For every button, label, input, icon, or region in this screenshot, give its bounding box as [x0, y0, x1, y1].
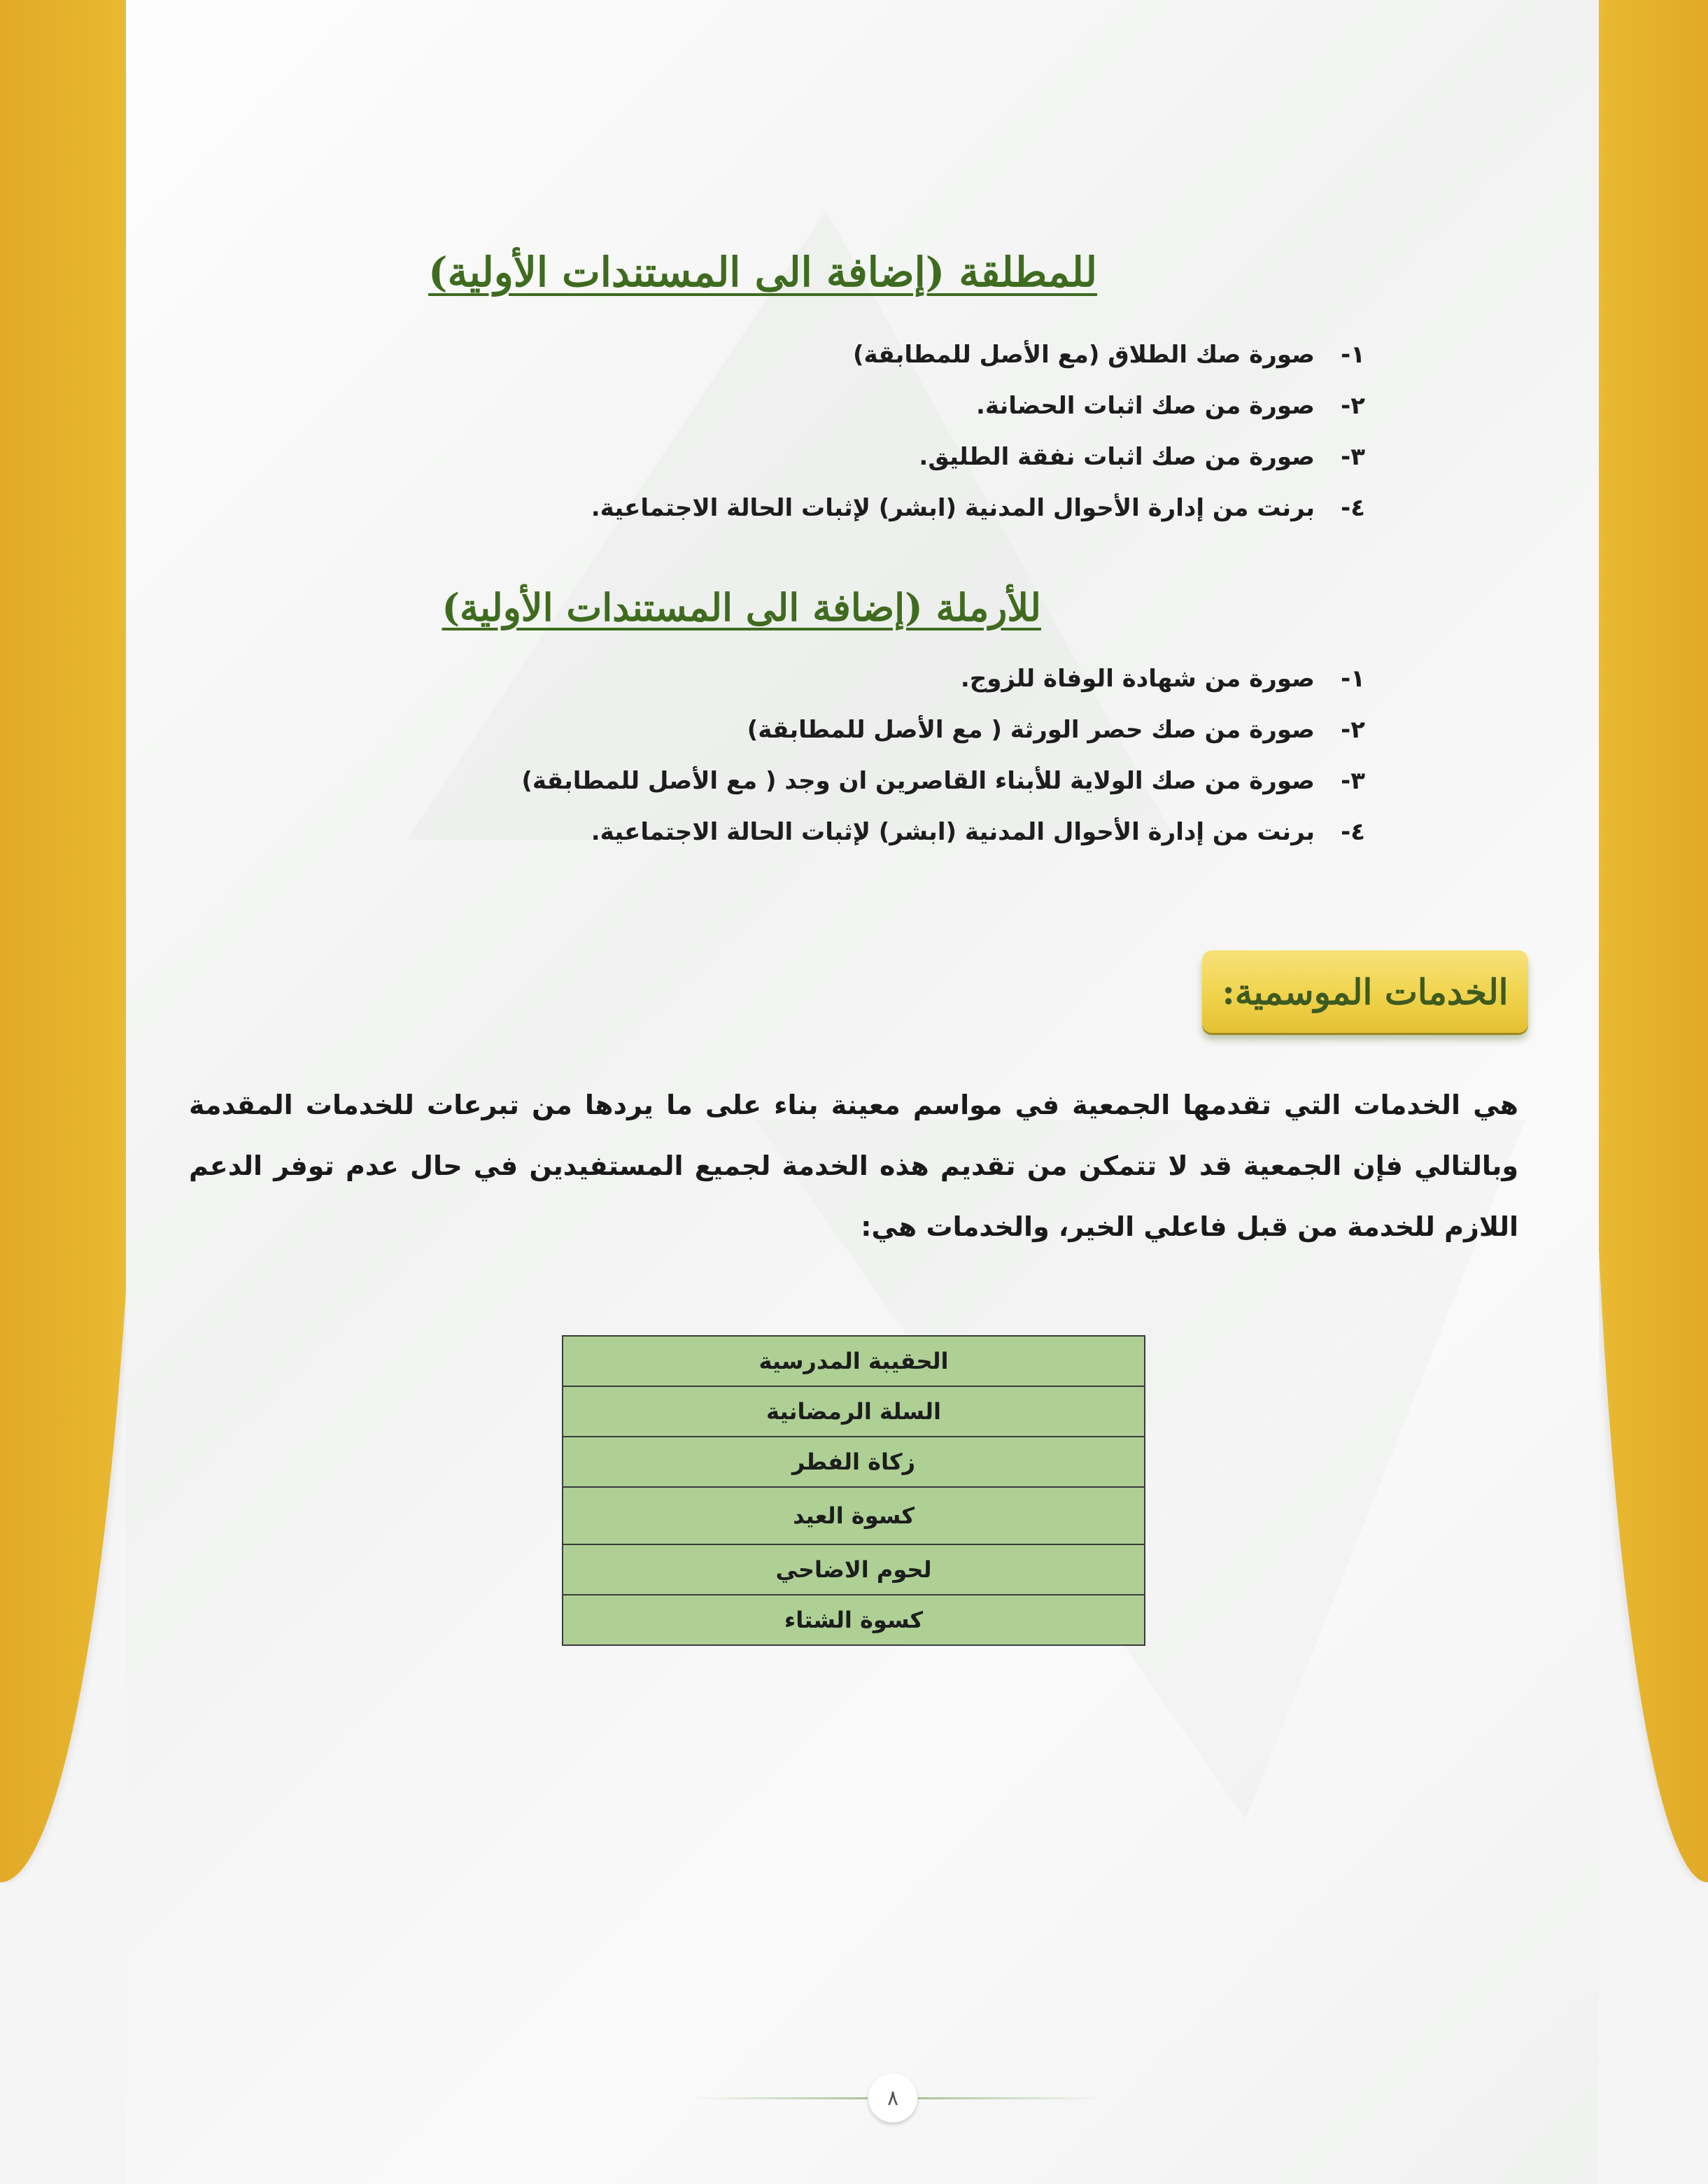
- list-item-number: ٣-: [1341, 442, 1365, 471]
- list-item-number: ٣-: [1341, 766, 1365, 795]
- table-row: [563, 1437, 1145, 1487]
- list-item: [591, 482, 1365, 533]
- table-cell: كسوة الشتاء: [563, 1595, 1145, 1645]
- table-row: [563, 1386, 1145, 1437]
- seasonal-services-badge: [1202, 950, 1528, 1033]
- footer-divider-right: [918, 2097, 1100, 2099]
- table-row: [563, 1336, 1145, 1386]
- list-item-text: صورة من شهادة الوفاة للزوج.: [960, 664, 1315, 693]
- list-item: [521, 755, 1365, 806]
- seasonal-services-title: الخدمات الموسمية:: [1222, 971, 1509, 1013]
- table-row: [563, 1487, 1145, 1544]
- list-item: [521, 704, 1365, 755]
- list-item: [591, 329, 1365, 380]
- list-item-text: صورة صك الطلاق (مع الأصل للمطابقة): [853, 340, 1315, 369]
- table-cell: السلة الرمضانية: [563, 1386, 1145, 1437]
- list-item-number: ١-: [1341, 664, 1365, 693]
- footer-divider-left: [693, 2097, 868, 2099]
- list-item-text: صورة من صك حصر الورثة ( مع الأصل للمطابقة): [747, 715, 1315, 744]
- divorced-section-heading: للمطلقة (إضافة الى المستندات الأولية): [428, 248, 1097, 296]
- widow-documents-list: [521, 653, 1365, 857]
- list-item-number: ٢-: [1341, 715, 1365, 744]
- table-row: [563, 1544, 1145, 1595]
- table-row: [563, 1595, 1145, 1645]
- list-item-text: برنت من إدارة الأحوال المدنية (ابشر) لإثبات الحالة الاجتماعية.: [591, 493, 1315, 522]
- list-item-text: صورة من صك الولاية للأبناء القاصرين ان وجد ( مع الأصل للمطابقة): [521, 766, 1315, 795]
- divorced-documents-list: [591, 329, 1365, 533]
- list-item-number: ٢-: [1341, 391, 1365, 420]
- table-cell: لحوم الاضاحي: [563, 1544, 1145, 1595]
- list-item-text: صورة من صك اثبات نفقة الطليق.: [919, 442, 1315, 471]
- seasonal-services-table: [562, 1335, 1145, 1646]
- table-cell: زكاة الفطر: [563, 1437, 1145, 1487]
- table-cell: الحقيبة المدرسية: [563, 1336, 1145, 1386]
- table-cell: كسوة العيد: [563, 1487, 1145, 1544]
- seasonal-services-description: هي الخدمات التي تقدمها الجمعية في مواسم معينة بناء على ما يردها من تبرعات للخدمات المقدمة وبالتالي فإن الجمعية قد لا تتمكن من تقديم هذه الخدمة لجميع المستفيدين في حال عدم توفر الدعم اللازم للخدمة من قبل فاعلي الخير، والخدمات هي:: [189, 1090, 1518, 1242]
- list-item: [591, 431, 1365, 482]
- page-number: ٨: [868, 2073, 917, 2122]
- list-item-text: صورة من صك اثبات الحضانة.: [975, 391, 1315, 420]
- list-item: [521, 806, 1365, 857]
- list-item-number: ٤-: [1341, 493, 1365, 522]
- list-item-number: ١-: [1341, 340, 1365, 369]
- list-item: [521, 653, 1365, 704]
- list-item-number: ٤-: [1341, 817, 1365, 846]
- list-item: [591, 380, 1365, 431]
- widow-section-heading: للأرملة (إضافة الى المستندات الأولية): [442, 585, 1041, 630]
- list-item-text: برنت من إدارة الأحوال المدنية (ابشر) لإثبات الحالة الاجتماعية.: [591, 817, 1315, 846]
